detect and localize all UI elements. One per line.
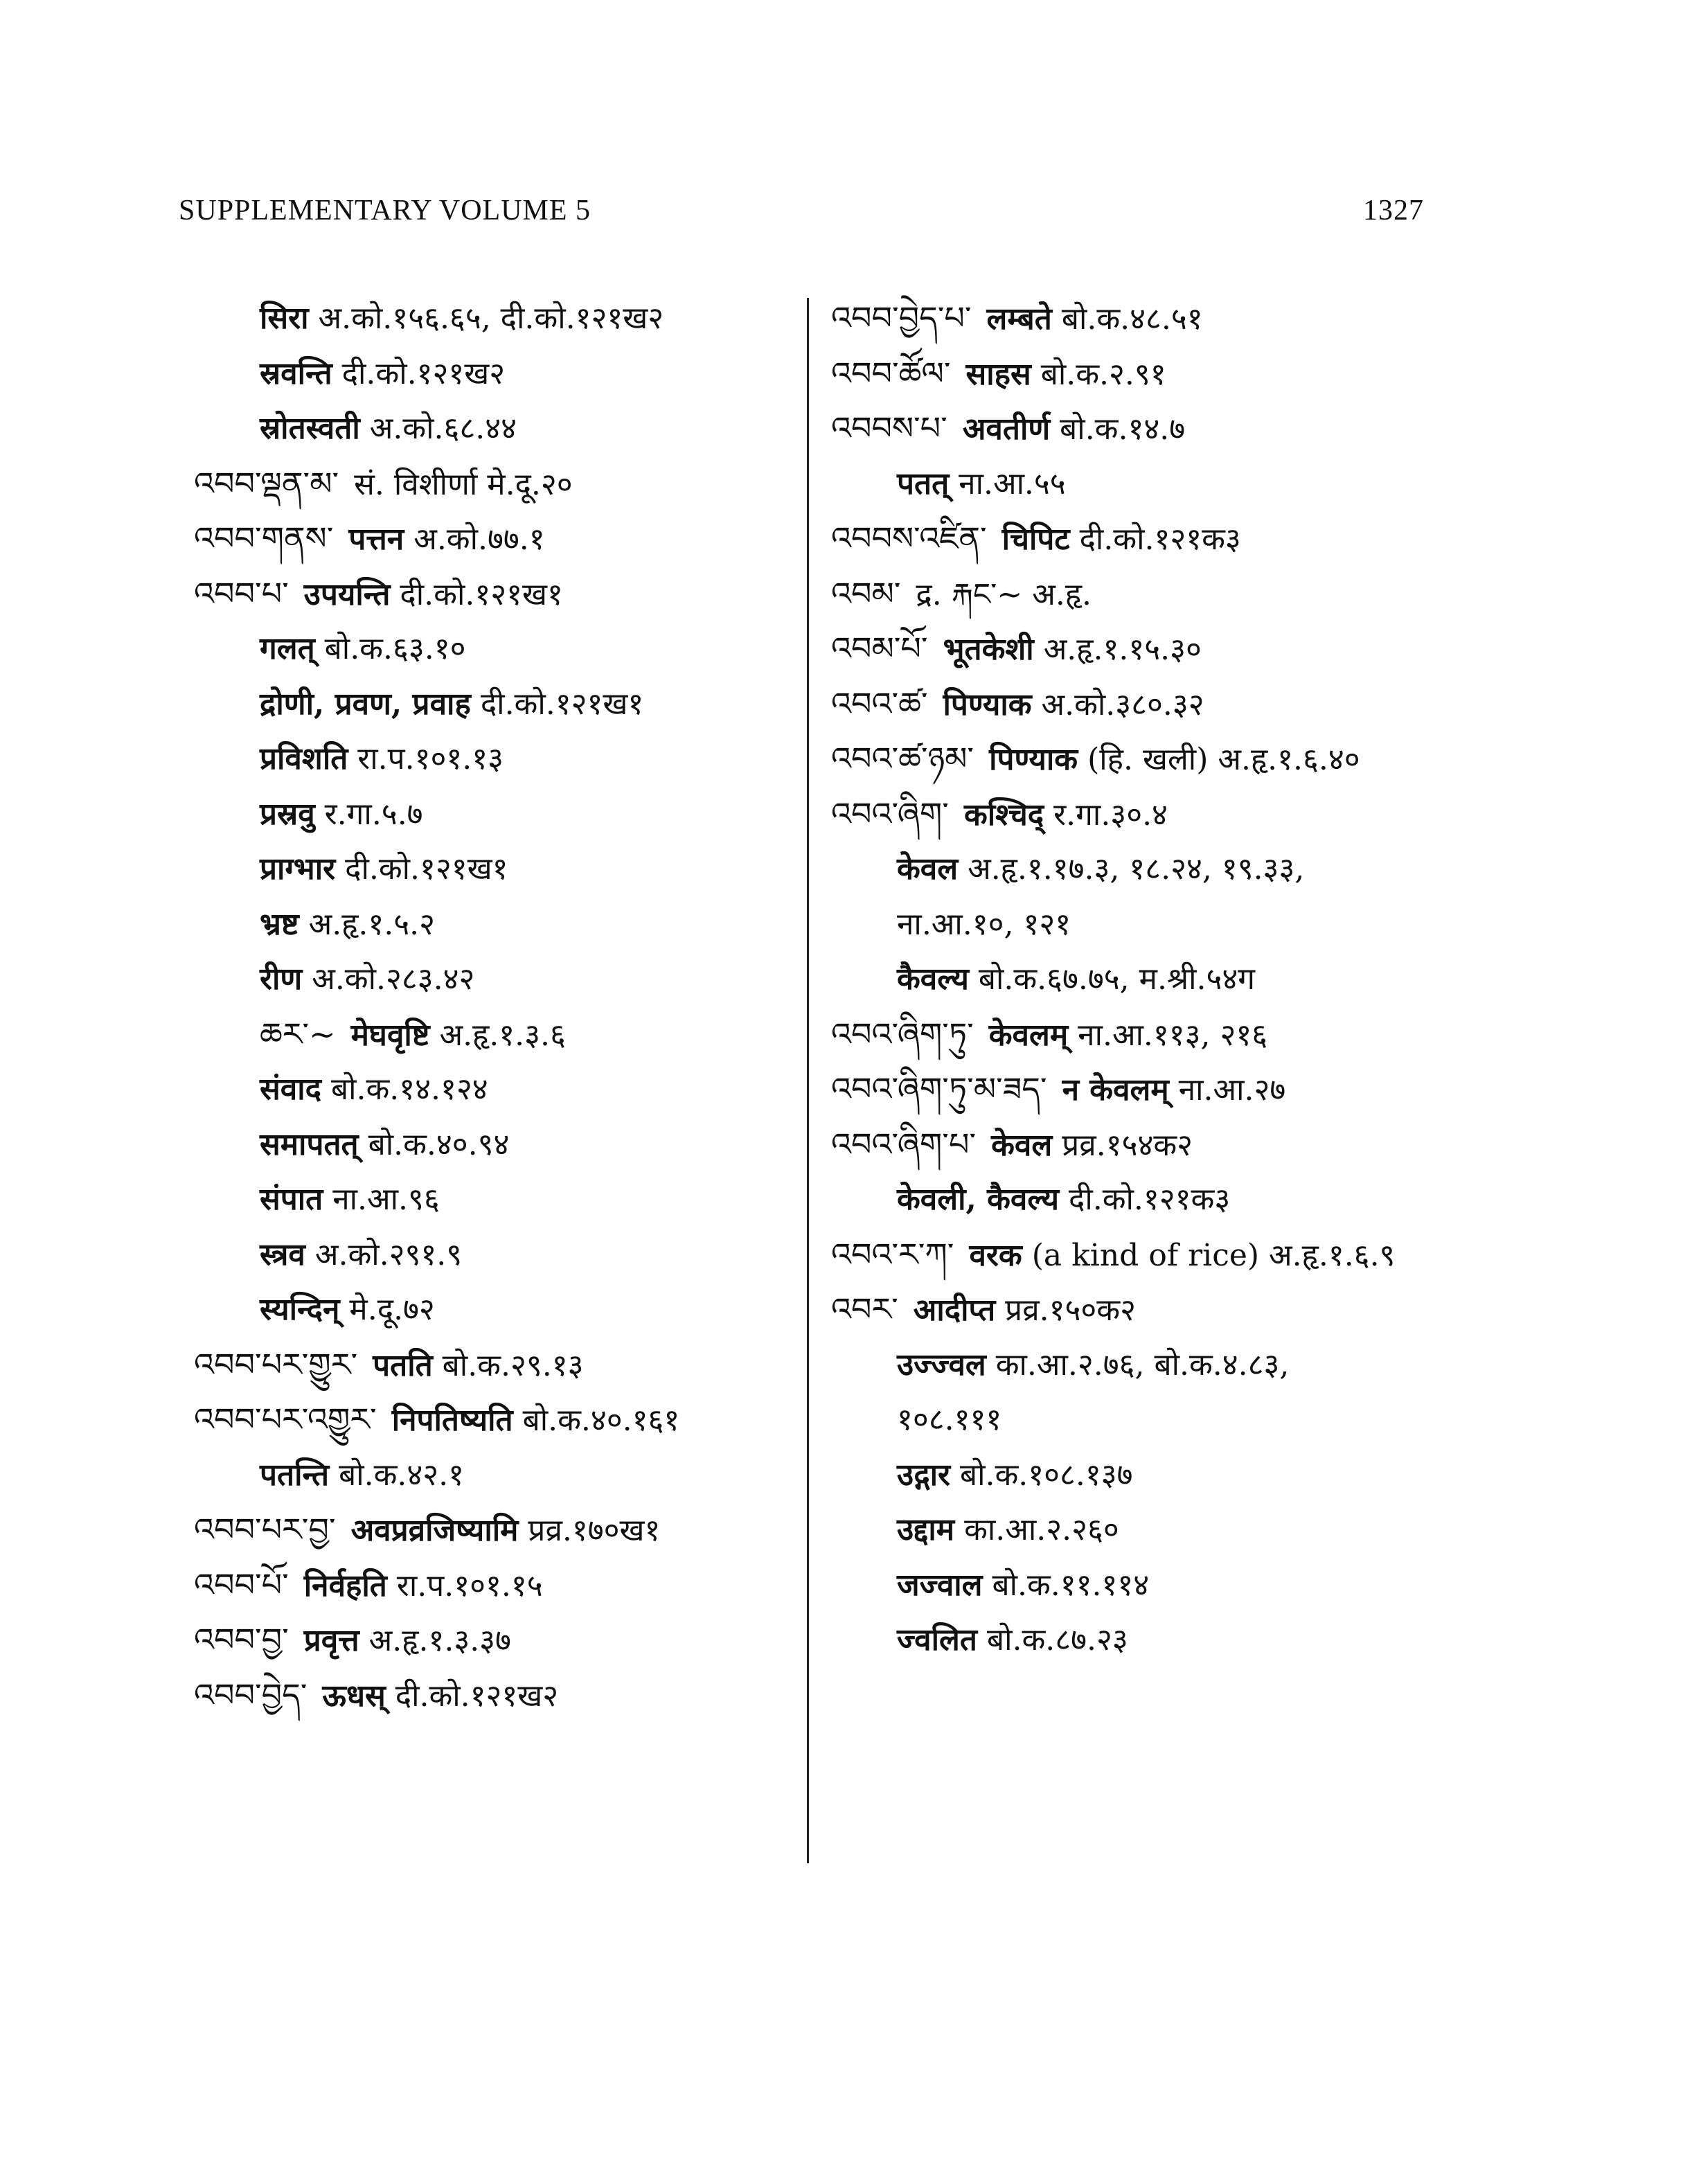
sanskrit-equivalent: पतन्ति — [260, 1457, 330, 1493]
reference-text: बो.क.२९.१३ — [432, 1347, 584, 1383]
dictionary-entry — [831, 291, 1496, 346]
reference-text: बो.क.६७.७५, म.श्री.५४ग — [968, 961, 1256, 997]
sanskrit-equivalent: पिण्याक — [943, 686, 1032, 722]
sanskrit-equivalent: प्रविशति — [260, 741, 348, 776]
tibetan-headword: འབའ་ཚ་ — [831, 684, 928, 722]
reference-text: प्रव्र.१७०ख१ — [518, 1513, 661, 1548]
reference-text: दी.को.१२१ख१ — [390, 576, 563, 612]
tibetan-headword: འབའ་ཞིག་ — [831, 794, 949, 833]
dictionary-entry — [831, 401, 1496, 456]
sanskrit-equivalent: उज्ज्वल — [897, 1347, 986, 1383]
sanskrit-equivalent: प्रस्रवु — [260, 796, 315, 832]
tibetan-headword: འབབས་འཛིན་ — [831, 520, 987, 557]
sanskrit-equivalent: स्यन्दिन् — [260, 1292, 340, 1327]
sanskrit-equivalent: चिपिट — [1001, 522, 1070, 557]
reference-text: बो.क.११.११४ — [982, 1567, 1150, 1603]
sanskrit-equivalent: उद्दाम — [897, 1512, 955, 1547]
reference-text: बो.क.६३.१० — [314, 631, 466, 666]
reference-text: र.गा.३०.४ — [1044, 797, 1168, 833]
tibetan-headword: འབའ་ཞིག་པ་ — [831, 1125, 977, 1163]
reference-text: दी.को.१२१ख२ — [385, 1678, 559, 1714]
sanskrit-equivalent: प्राग्भार — [260, 851, 336, 887]
reference-text: दी.को.१२१ख१ — [335, 851, 508, 887]
dictionary-entry — [831, 731, 1496, 787]
tibetan-headword: འབའ་ཞིག་ཏུ་ — [831, 1015, 974, 1053]
reference-text: अ.हृ.१.१५.३० — [1033, 632, 1202, 667]
reference-text: बो.क.१०८.१३७ — [950, 1457, 1133, 1493]
sanskrit-equivalent: साहस — [965, 356, 1031, 392]
dictionary-entry — [194, 1392, 859, 1448]
dictionary-subentry — [194, 952, 859, 1007]
sanskrit-equivalent: जज्वाल — [897, 1567, 983, 1603]
sanskrit-equivalent: द्रोणी, प्रवण, प्रवाह — [260, 686, 471, 722]
reference-text: बो.क.२.९१ — [1031, 356, 1166, 392]
reference-text: ना.आ.१०, १२१ — [897, 906, 1071, 942]
dictionary-entry — [194, 1613, 859, 1668]
reference-text: बो.क.१४.१२४ — [321, 1072, 488, 1107]
dictionary-entry — [831, 1117, 1496, 1173]
dictionary-entry — [194, 511, 859, 567]
dictionary-subentry — [831, 1338, 1496, 1393]
dictionary-subentry — [831, 1502, 1496, 1558]
tibetan-headword: འབའ་ཞིག་ཏུ་མ་ཟད་ — [831, 1070, 1047, 1108]
dictionary-entry — [194, 1558, 859, 1613]
reference-text: अ.को.१५६.६५, दी.को.१२१ख२ — [308, 301, 664, 336]
sanskrit-equivalent: रीण — [260, 961, 303, 997]
sanskrit-equivalent: पतत् — [897, 465, 950, 501]
sanskrit-equivalent: पत्तन — [348, 522, 404, 557]
sanskrit-equivalent: लम्बते — [986, 301, 1052, 337]
reference-text: मे.दू.७२ — [339, 1292, 435, 1327]
tibetan-headword: འབའ་ར་ཀ་ — [831, 1235, 954, 1273]
dictionary-entry — [831, 511, 1496, 567]
reference-text: प्रव्र.१५०क२ — [995, 1293, 1136, 1328]
dictionary-subentry — [194, 1282, 859, 1338]
dictionary-subentry — [194, 677, 859, 732]
dictionary-subentry — [194, 1007, 859, 1063]
reference-text: (हि. खली) अ.हृ.१.६.४० — [1078, 742, 1360, 777]
sanskrit-equivalent: न केवलम् — [1062, 1072, 1169, 1108]
dictionary-subentry — [194, 1117, 859, 1173]
reference-text: रा.प.१०१.१५ — [386, 1568, 543, 1604]
dictionary-subentry — [194, 291, 859, 346]
sanskrit-equivalent: सिरा — [260, 301, 309, 336]
sanskrit-equivalent: अवप्रव्रजिष्यामि — [350, 1513, 519, 1548]
tibetan-headword: འབབས་པ་ — [831, 409, 947, 447]
dictionary-subentry — [831, 897, 1496, 952]
dictionary-subentry — [194, 346, 859, 402]
tibetan-headword: འབབ་བྱེད་ — [194, 1676, 308, 1714]
reference-text: बो.क.४०.१६१ — [513, 1403, 680, 1438]
sanskrit-equivalent: मेघवृष्टि — [350, 1017, 430, 1053]
dictionary-subentry — [194, 1227, 859, 1283]
dictionary-entry — [831, 567, 1496, 622]
sanskrit-equivalent: गलत् — [260, 631, 315, 666]
reference-text: अ.को.३८०.३२ — [1031, 686, 1204, 722]
reference-text: दी.को.१२१ख१ — [470, 686, 644, 722]
reference-text: ना.आ.५५ — [949, 465, 1066, 501]
tibetan-headword: ཆར་~ — [260, 1015, 336, 1053]
sanskrit-equivalent: केवली, कैवल्य — [897, 1182, 1060, 1217]
sanskrit-equivalent: अवतीर्ण — [962, 411, 1051, 447]
sanskrit-equivalent: ऊधस् — [322, 1678, 386, 1714]
tibetan-headword: འབམ་པོ་ — [831, 630, 928, 667]
reference-text: अ.को.२९१.९ — [305, 1236, 463, 1272]
dictionary-subentry — [831, 1558, 1496, 1613]
sanskrit-equivalent: समापतत् — [260, 1126, 359, 1162]
reference-text: अ.हृ.१.३.६ — [429, 1017, 566, 1053]
page-number: 1327 — [1363, 195, 1424, 227]
reference-text: दी.को.१२१ख२ — [332, 355, 506, 391]
sanskrit-equivalent: आदीप्त — [913, 1293, 996, 1328]
dictionary-entry — [831, 677, 1496, 732]
sanskrit-equivalent: ज्वलित — [897, 1622, 977, 1658]
tibetan-headword: འབར་ — [831, 1290, 898, 1328]
tibetan-headword: འབམ་ — [831, 574, 901, 612]
tibetan-headword: འབབ་ལྡན་མ་ — [194, 464, 339, 502]
reference-text: १०८.१११ — [897, 1402, 1002, 1437]
reference-text: अ.को.६८.४४ — [359, 411, 517, 446]
dictionary-entry — [194, 1338, 859, 1393]
dictionary-subentry — [194, 731, 859, 787]
reference-text: दी.को.१२१क३ — [1059, 1182, 1231, 1217]
dictionary-entry — [194, 1668, 859, 1723]
sanskrit-equivalent: संवाद — [260, 1072, 321, 1107]
reference-text: ना.आ.२७ — [1168, 1072, 1286, 1108]
tibetan-headword: འབབ་པར་བྱ་ — [194, 1511, 336, 1548]
reference-text: बो.क.१४.७ — [1050, 411, 1186, 447]
reference-text: अ.को.७७.१ — [404, 522, 545, 557]
reference-text: बो.क.४८.५१ — [1051, 301, 1203, 337]
reference-text: प्रव्र.१५४क२ — [1052, 1127, 1193, 1163]
sanskrit-equivalent: उद्गार — [897, 1457, 950, 1493]
column-divider — [807, 298, 809, 1863]
dictionary-entry — [194, 567, 859, 622]
dictionary-entry — [194, 1502, 859, 1558]
sanskrit-equivalent: भ्रष्ट — [260, 906, 299, 942]
sanskrit-equivalent: केवल — [991, 1127, 1053, 1163]
dictionary-subentry — [194, 787, 859, 842]
dictionary-subentry — [831, 1172, 1496, 1227]
running-head-title: SUPPLEMENTARY VOLUME 5 — [179, 195, 591, 227]
reference-text: बो.क.८७.२३ — [977, 1622, 1128, 1658]
dictionary-subentry — [194, 621, 859, 677]
reference-text: र.गा.५.७ — [314, 796, 423, 832]
dictionary-entry — [831, 1062, 1496, 1117]
tibetan-headword: འབབ་བྱ་ — [194, 1621, 289, 1658]
tibetan-headword: འབབ་བྱེད་པ་ — [831, 299, 972, 337]
tibetan-headword: འབབ་གནས་ — [194, 520, 334, 557]
reference-text: सं. विशीर्णा मे.दू.२० — [354, 466, 573, 502]
reference-text: (a kind of rice) अ.हृ.१.६.९ — [1022, 1237, 1396, 1273]
tibetan-headword: འབབ་པོ་ — [194, 1565, 289, 1604]
dictionary-subentry — [194, 1448, 859, 1503]
sanskrit-equivalent: स्त्रव — [260, 1236, 305, 1272]
dictionary-entry — [831, 1227, 1496, 1283]
reference-text: बो.क.४२.१ — [329, 1457, 465, 1493]
sanskrit-equivalent: वरक — [969, 1237, 1022, 1273]
sanskrit-equivalent: कैवल्य — [897, 961, 969, 997]
sanskrit-equivalent: प्रवृत्त — [303, 1623, 359, 1658]
dictionary-entry — [831, 787, 1496, 842]
sanskrit-equivalent: केवल — [897, 851, 959, 887]
tibetan-headword: འབའ་ཚ་ཉམ་ — [831, 740, 974, 777]
sanskrit-equivalent: पतति — [373, 1347, 433, 1383]
right-column — [831, 291, 1496, 1668]
dictionary-subentry — [831, 952, 1496, 1007]
dictionary-entry — [831, 1282, 1496, 1338]
running-head — [179, 194, 1424, 227]
reference-text: अ.हृ.१.१७.३, १८.२४, १९.३३, — [958, 851, 1305, 887]
dictionary-subentry — [194, 897, 859, 952]
tibetan-headword: འབབ་ཚོལ་ — [831, 354, 951, 392]
dictionary-entry — [831, 346, 1496, 402]
dictionary-subentry — [831, 1392, 1496, 1448]
dictionary-subentry — [831, 1613, 1496, 1668]
reference-text: अ.हृ.१.५.२ — [299, 906, 436, 942]
dictionary-subentry — [194, 1172, 859, 1227]
tibetan-headword: འབབ་པར་འགྱུར་ — [194, 1401, 377, 1438]
sanskrit-equivalent: भूतकेशी — [943, 632, 1034, 667]
reference-text: अ.हृ.१.३.३७ — [359, 1623, 511, 1658]
dictionary-subentry — [194, 401, 859, 456]
tibetan-headword: འབབ་པར་གྱུར་ — [194, 1345, 358, 1383]
dictionary-subentry — [831, 842, 1496, 897]
sanskrit-equivalent: केवलम् — [988, 1017, 1069, 1053]
dictionary-subentry — [831, 1448, 1496, 1503]
sanskrit-equivalent: पिण्याक — [989, 742, 1078, 777]
reference-text: का.आ.२.७६, बो.क.४.८३, — [986, 1347, 1290, 1383]
reference-text: बो.क.४०.९४ — [358, 1126, 510, 1162]
reference-text: दी.को.१२१क३ — [1069, 522, 1241, 557]
reference-text: रा.प.१०१.१३ — [348, 741, 504, 776]
reference-text: अ.को.२८३.४२ — [302, 961, 475, 997]
sanskrit-equivalent: निपतिष्यति — [391, 1403, 513, 1438]
reference-text: ना.आ.११३, २१६ — [1068, 1017, 1268, 1053]
reference-text: ना.आ.९६ — [323, 1182, 440, 1217]
sanskrit-equivalent: कश्चिद् — [963, 797, 1044, 833]
sanskrit-equivalent: स्रोतस्वती — [260, 411, 360, 446]
left-column — [194, 291, 859, 1723]
reference-text: का.आ.२.२६० — [954, 1512, 1119, 1547]
sanskrit-equivalent: संपात — [260, 1182, 323, 1217]
tibetan-headword: འབབ་པ་ — [194, 574, 289, 612]
sanskrit-equivalent: स्रवन्ति — [260, 355, 332, 391]
sanskrit-equivalent: उपयन्ति — [303, 576, 391, 612]
dictionary-subentry — [831, 456, 1496, 512]
dictionary-subentry — [194, 1062, 859, 1117]
dictionary-subentry — [194, 842, 859, 897]
dictionary-entry — [831, 1007, 1496, 1063]
dictionary-entry — [194, 456, 859, 512]
dictionary-entry — [831, 621, 1496, 677]
sanskrit-equivalent: निर्वहति — [303, 1568, 387, 1604]
reference-text: द्र. རྐང་~ अ.हृ. — [916, 576, 1092, 612]
